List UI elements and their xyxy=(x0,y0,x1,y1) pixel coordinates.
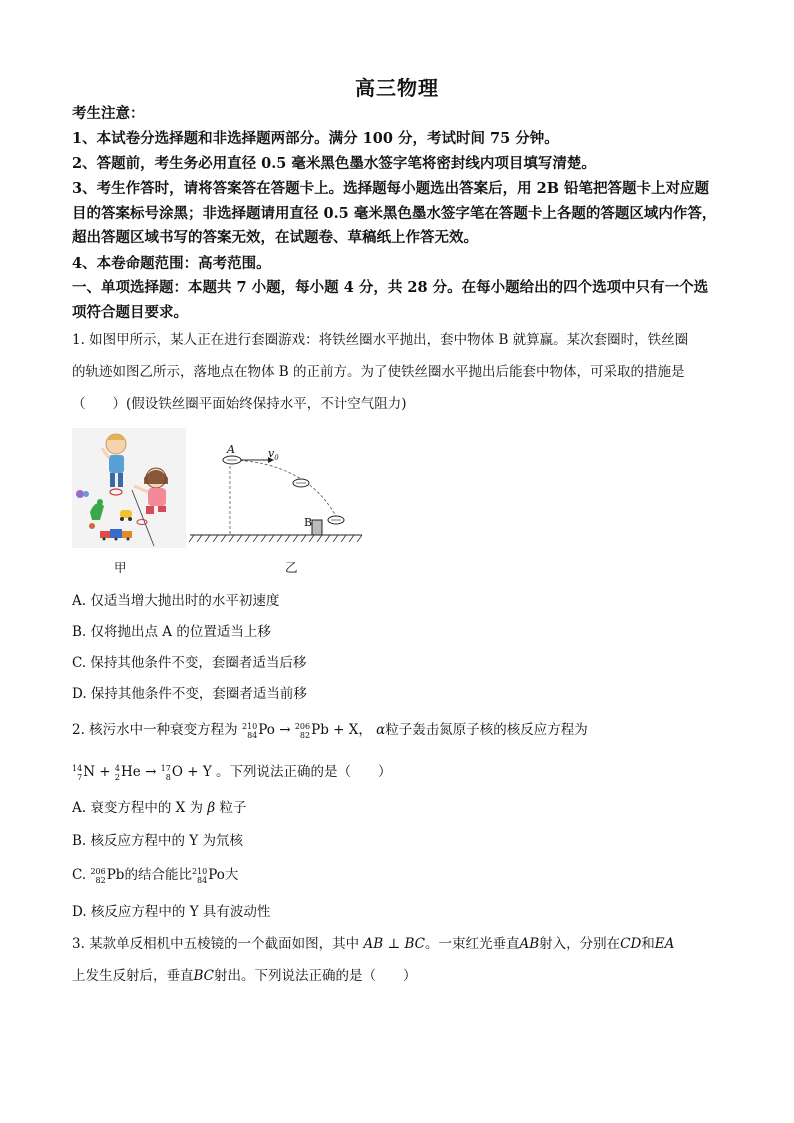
notice-item-2: 2、答题前，考生务必用直径 0.5 毫米黑色墨水签字笔将密封线内项目填写清楚。 xyxy=(72,155,596,172)
figure-jia-illustration xyxy=(72,428,186,548)
nuclide-n-14 xyxy=(72,760,95,784)
figure-yi-label: 乙 xyxy=(285,560,298,575)
pb-c-mass-number: 206 xyxy=(90,866,106,876)
po-symbol: Po xyxy=(258,722,275,738)
he-mass-number: 4 xyxy=(114,763,120,773)
q1-option-b: B. 仅将抛出点 A 的位置适当上移 xyxy=(72,624,271,640)
q3-line1-mid: 。一束红光垂直 xyxy=(424,936,520,952)
seg-ab-2: AB xyxy=(519,936,540,952)
q1-option-c: C. 保持其他条件不变，套圈者适当后移 xyxy=(72,655,307,671)
seg-ea: EA xyxy=(654,936,675,952)
o-mass-number: 17 xyxy=(160,763,171,773)
he-symbol: He xyxy=(121,764,141,780)
he-atomic-number: 2 xyxy=(114,772,120,782)
q2-option-d: D. 核反应方程中的 Y 具有波动性 xyxy=(72,904,271,920)
q3-stem-line2 xyxy=(72,964,752,988)
q3-line2-tail: 射出。下列说法正确的是（ ） xyxy=(214,968,417,984)
arrow-symbol-2: → xyxy=(145,764,157,780)
page-title: 高三物理 xyxy=(355,76,439,100)
q2-stem-pre: 2. 核污水中一种衰变方程为 xyxy=(72,722,238,738)
pb-c-symbol: Pb xyxy=(106,867,125,883)
q2-option-c-mid: 的结合能比 xyxy=(124,867,192,883)
q2-option-a-tail: 粒子 xyxy=(219,800,247,816)
q2-option-c-tail: 大 xyxy=(224,867,239,883)
q1-option-a: A. 仅适当增大抛出时的水平初速度 xyxy=(72,593,280,609)
figure-yi-point-a: A xyxy=(227,443,235,456)
arrow-symbol: → xyxy=(279,722,291,738)
q2-tail2: + Y 。下列说法正确的是（ ） xyxy=(187,764,392,780)
nuclide-pb-206 xyxy=(295,718,329,742)
q3-line2-pre: 上发生反射后，垂直 xyxy=(72,968,194,984)
figure-yi-velocity-label xyxy=(268,447,279,462)
velocity-subscript: 0 xyxy=(274,454,279,463)
nuclide-o-17 xyxy=(161,760,183,784)
seg-ab: AB xyxy=(363,936,384,952)
q1-stem-line3: （ ）(假设铁丝圈平面始终保持水平，不计空气阻力) xyxy=(72,396,407,412)
o-atomic-number: 8 xyxy=(165,772,171,782)
q2-option-c-pre: C. xyxy=(72,867,87,883)
q2-tail1: + X， xyxy=(333,722,372,738)
pb-atomic-number: 82 xyxy=(299,730,311,740)
seg-bc: BC xyxy=(404,936,425,952)
q2-stem-line2 xyxy=(72,760,752,784)
n-atomic-number: 7 xyxy=(77,772,83,782)
pb-symbol: Pb xyxy=(311,722,329,738)
q2-option-c xyxy=(72,864,238,886)
notice-item-4: 4、本卷命题范围：高考范围。 xyxy=(72,255,271,272)
beta-symbol: β xyxy=(207,800,216,816)
seg-cd: CD xyxy=(620,936,642,952)
q1-stem-line1: 1. 如图甲所示，某人正在进行套圈游戏：将铁丝圈水平抛出，套中物体 B 就算赢。某次套圈时，铁丝圈 xyxy=(72,332,689,348)
pb-c-atomic-number: 82 xyxy=(95,875,106,885)
plus-symbol: + xyxy=(99,764,111,780)
n-symbol: N xyxy=(83,764,95,780)
po-mass-number: 210 xyxy=(241,721,258,731)
notice-item-3: 3、考生作答时，请将答案答在答题卡上。选择题每小题选出答案后，用 2B 铅笔把答题卡上对应题目的答案标号涂黑；非选择题请用直径 0.5 毫米黑色墨水签字笔在答题卡上各题的答题区域内作答，超出答题区域书写的答案无效，在试题卷、草稿纸上作答无效。 xyxy=(72,180,717,246)
q2-stem-mid: 粒子轰击氮原子核的核反应方程为 xyxy=(385,722,588,738)
q1-option-d: D. 保持其他条件不变，套圈者适当前移 xyxy=(72,686,307,702)
pb-mass-number: 206 xyxy=(294,721,311,731)
velocity-symbol: v xyxy=(268,447,275,460)
o-symbol: O xyxy=(171,764,183,780)
n-mass-number: 14 xyxy=(72,763,83,773)
po-c-mass-number: 210 xyxy=(191,866,208,876)
q2-option-b: B. 核反应方程中的 Y 为氘核 xyxy=(72,833,243,849)
q2-option-a-text: A. 衰变方程中的 X 为 xyxy=(72,800,204,816)
q2-stem-line1 xyxy=(72,718,752,742)
and-text: 和 xyxy=(641,936,655,952)
po-atomic-number: 84 xyxy=(247,730,258,740)
q3-line1-pre: 3. 某款单反相机中五棱镜的一个截面如图，其中 xyxy=(72,936,360,952)
perp-symbol: ⊥ xyxy=(387,936,401,952)
figure-yi-point-b: B xyxy=(304,516,313,529)
q3-stem-line1 xyxy=(72,932,752,956)
po-c-symbol: Po xyxy=(208,867,225,883)
figure-jia-label: 甲 xyxy=(114,560,127,575)
nuclide-po-210 xyxy=(242,718,275,742)
section-heading: 一、单项选择题：本题共 7 小题，每小题 4 分，共 28 分。在每小题给出的四个选项中只有一个选项符合题目要求。 xyxy=(72,279,709,321)
nuclide-po-210-c xyxy=(192,864,225,886)
q1-stem-line2: 的轨迹如图乙所示，落地点在物体 B 的正前方。为了使铁丝圈水平抛出后能套中物体，可采取的措施是 xyxy=(72,364,685,380)
q3-line1-mid2: 射入，分别在 xyxy=(539,936,621,952)
notice-heading: 考生注意： xyxy=(72,105,145,122)
notice-item-1: 1、本试卷分选择题和非选择题两部分。满分 100 分，考试时间 75 分钟。 xyxy=(72,130,559,147)
seg-bc-2: BC xyxy=(193,968,215,984)
nuclide-pb-206-c xyxy=(90,864,124,886)
po-c-atomic-number: 84 xyxy=(197,875,208,885)
alpha-symbol: α xyxy=(376,722,386,738)
q2-option-a xyxy=(72,797,246,819)
nuclide-he-4 xyxy=(115,760,141,784)
